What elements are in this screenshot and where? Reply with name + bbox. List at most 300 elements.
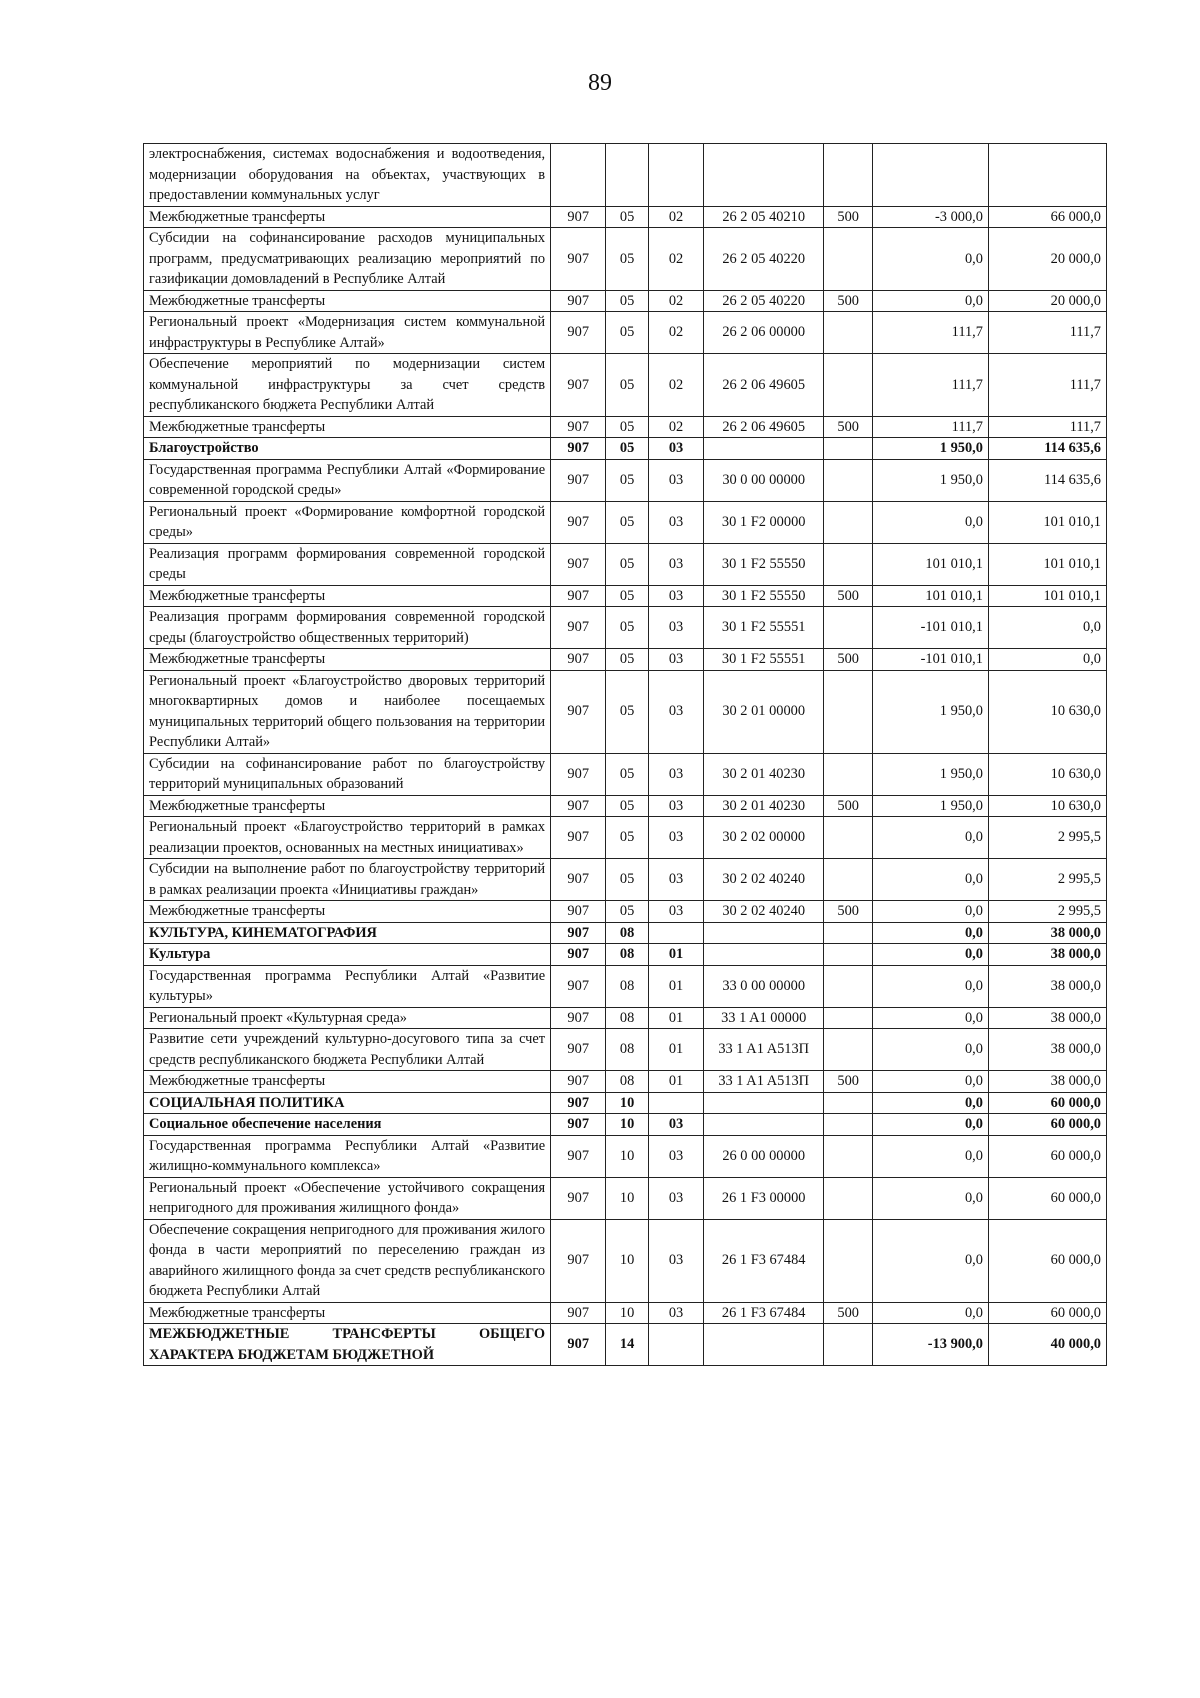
- amount-change: 101 010,1: [873, 543, 989, 585]
- row-name: Благоустройство: [144, 438, 551, 460]
- amount-change: 1 950,0: [873, 670, 989, 753]
- subsection-code: [648, 1092, 703, 1114]
- expense-type-code: 500: [824, 206, 873, 228]
- amount-total: 101 010,1: [988, 543, 1106, 585]
- amount-change: 111,7: [873, 416, 989, 438]
- subsection-code: 02: [648, 290, 703, 312]
- target-item-code: 30 2 02 40240: [704, 859, 824, 901]
- ministry-code: 907: [551, 312, 606, 354]
- expense-type-code: 500: [824, 290, 873, 312]
- target-item-code: 30 1 F2 55550: [704, 585, 824, 607]
- table-row: [144, 1007, 1107, 1029]
- row-name: Региональный проект «Культурная среда»: [144, 1007, 551, 1029]
- subsection-code: 03: [648, 649, 703, 671]
- amount-total: 2 995,5: [988, 859, 1106, 901]
- amount-total: 114 635,6: [988, 438, 1106, 460]
- amount-total: 60 000,0: [988, 1219, 1106, 1302]
- target-item-code: 30 1 F2 55550: [704, 543, 824, 585]
- target-item-code: [704, 1114, 824, 1136]
- expense-type-code: [824, 1177, 873, 1219]
- section-code: 08: [606, 1029, 649, 1071]
- amount-total: 111,7: [988, 416, 1106, 438]
- target-item-code: 33 1 A1 A513П: [704, 1071, 824, 1093]
- target-item-code: 33 0 00 00000: [704, 965, 824, 1007]
- row-name: Межбюджетные трансферты: [144, 1302, 551, 1324]
- amount-change: -13 900,0: [873, 1324, 989, 1366]
- amount-change: 0,0: [873, 859, 989, 901]
- table-row: [144, 312, 1107, 354]
- section-code: 10: [606, 1219, 649, 1302]
- amount-change: 0,0: [873, 817, 989, 859]
- expense-type-code: [824, 312, 873, 354]
- expense-type-code: [824, 859, 873, 901]
- amount-total: 10 630,0: [988, 753, 1106, 795]
- amount-total: 40 000,0: [988, 1324, 1106, 1366]
- amount-change: 0,0: [873, 944, 989, 966]
- target-item-code: 30 2 01 00000: [704, 670, 824, 753]
- amount-total: 38 000,0: [988, 922, 1106, 944]
- budget-table: [143, 143, 1107, 1366]
- table-row: [144, 228, 1107, 291]
- section-code: 08: [606, 944, 649, 966]
- expense-type-code: 500: [824, 585, 873, 607]
- row-name: Культура: [144, 944, 551, 966]
- section-code: 08: [606, 965, 649, 1007]
- table-row: [144, 607, 1107, 649]
- ministry-code: 907: [551, 670, 606, 753]
- row-name: Межбюджетные трансферты: [144, 416, 551, 438]
- row-name: Межбюджетные трансферты: [144, 1071, 551, 1093]
- amount-change: 0,0: [873, 1029, 989, 1071]
- row-name: Обеспечение сокращения непригодного для проживания жилого фонда в части мероприятий по переселению граждан из аварийного жилищного фонда за счет средств республиканского бюджета Республики Алтай: [144, 1219, 551, 1302]
- subsection-code: 03: [648, 1219, 703, 1302]
- ministry-code: 907: [551, 501, 606, 543]
- table-row: [144, 354, 1107, 417]
- section-code: 05: [606, 543, 649, 585]
- amount-total: 38 000,0: [988, 1007, 1106, 1029]
- subsection-code: 02: [648, 312, 703, 354]
- subsection-code: 03: [648, 459, 703, 501]
- target-item-code: 26 2 06 49605: [704, 354, 824, 417]
- amount-total: 60 000,0: [988, 1302, 1106, 1324]
- subsection-code: [648, 922, 703, 944]
- target-item-code: 26 2 06 00000: [704, 312, 824, 354]
- amount-total: [988, 144, 1106, 207]
- amount-change: 0,0: [873, 1219, 989, 1302]
- amount-total: 60 000,0: [988, 1114, 1106, 1136]
- section-code: 05: [606, 901, 649, 923]
- amount-total: 0,0: [988, 649, 1106, 671]
- amount-total: 20 000,0: [988, 228, 1106, 291]
- row-name: электроснабжения, системах водоснабжения и водоотведения, модернизации оборудования на объектах, участвующих в предоставлении коммунальных услуг: [144, 144, 551, 207]
- amount-total: 101 010,1: [988, 585, 1106, 607]
- row-name: Субсидии на выполнение работ по благоустройству территорий в рамках реализации проекта «Инициативы граждан»: [144, 859, 551, 901]
- target-item-code: [704, 1092, 824, 1114]
- expense-type-code: [824, 1135, 873, 1177]
- expense-type-code: 500: [824, 795, 873, 817]
- ministry-code: 907: [551, 649, 606, 671]
- amount-total: 111,7: [988, 354, 1106, 417]
- target-item-code: 26 2 05 40220: [704, 228, 824, 291]
- subsection-code: 02: [648, 206, 703, 228]
- section-code: 05: [606, 290, 649, 312]
- section-code: 05: [606, 670, 649, 753]
- amount-total: 60 000,0: [988, 1092, 1106, 1114]
- row-name: Региональный проект «Обеспечение устойчивого сокращения непригодного для проживания жилищного фонда»: [144, 1177, 551, 1219]
- expense-type-code: 500: [824, 901, 873, 923]
- table-row: [144, 859, 1107, 901]
- subsection-code: 03: [648, 1135, 703, 1177]
- table-row: [144, 922, 1107, 944]
- ministry-code: [551, 144, 606, 207]
- table-row: [144, 459, 1107, 501]
- section-code: 10: [606, 1177, 649, 1219]
- amount-total: 60 000,0: [988, 1135, 1106, 1177]
- subsection-code: 02: [648, 354, 703, 417]
- ministry-code: 907: [551, 1029, 606, 1071]
- ministry-code: 907: [551, 859, 606, 901]
- row-name: Государственная программа Республики Алтай «Развитие жилищно-коммунального комплекса»: [144, 1135, 551, 1177]
- ministry-code: 907: [551, 1302, 606, 1324]
- subsection-code: 03: [648, 543, 703, 585]
- amount-change: 0,0: [873, 1092, 989, 1114]
- table-row: [144, 1177, 1107, 1219]
- ministry-code: 907: [551, 1219, 606, 1302]
- expense-type-code: [824, 1092, 873, 1114]
- section-code: 10: [606, 1092, 649, 1114]
- amount-total: 38 000,0: [988, 1029, 1106, 1071]
- expense-type-code: [824, 501, 873, 543]
- expense-type-code: 500: [824, 416, 873, 438]
- ministry-code: 907: [551, 1135, 606, 1177]
- target-item-code: [704, 438, 824, 460]
- amount-total: 2 995,5: [988, 901, 1106, 923]
- target-item-code: [704, 944, 824, 966]
- subsection-code: 03: [648, 1177, 703, 1219]
- section-code: 10: [606, 1114, 649, 1136]
- ministry-code: 907: [551, 965, 606, 1007]
- amount-change: 101 010,1: [873, 585, 989, 607]
- row-name: Межбюджетные трансферты: [144, 795, 551, 817]
- row-name: Межбюджетные трансферты: [144, 206, 551, 228]
- subsection-code: 03: [648, 438, 703, 460]
- ministry-code: 907: [551, 354, 606, 417]
- row-name: Обеспечение мероприятий по модернизации систем коммунальной инфраструктуры за счет средств республиканского бюджета Республики Алтай: [144, 354, 551, 417]
- expense-type-code: [824, 1029, 873, 1071]
- subsection-code: 02: [648, 228, 703, 291]
- table-row: [144, 290, 1107, 312]
- section-code: 05: [606, 206, 649, 228]
- section-code: 10: [606, 1135, 649, 1177]
- table-body: [144, 144, 1107, 1366]
- row-name: Реализация программ формирования современной городской среды: [144, 543, 551, 585]
- amount-change: 1 950,0: [873, 459, 989, 501]
- subsection-code: 03: [648, 817, 703, 859]
- table-row: [144, 1092, 1107, 1114]
- table-row: [144, 1071, 1107, 1093]
- subsection-code: 03: [648, 585, 703, 607]
- target-item-code: [704, 144, 824, 207]
- row-name: Государственная программа Республики Алтай «Развитие культуры»: [144, 965, 551, 1007]
- target-item-code: [704, 922, 824, 944]
- subsection-code: 01: [648, 1071, 703, 1093]
- target-item-code: 26 0 00 00000: [704, 1135, 824, 1177]
- amount-change: -101 010,1: [873, 607, 989, 649]
- section-code: 05: [606, 817, 649, 859]
- amount-total: 20 000,0: [988, 290, 1106, 312]
- section-code: 05: [606, 795, 649, 817]
- row-name: Реализация программ формирования современной городской среды (благоустройство общественных территорий): [144, 607, 551, 649]
- section-code: 14: [606, 1324, 649, 1366]
- target-item-code: 30 0 00 00000: [704, 459, 824, 501]
- target-item-code: 30 1 F2 55551: [704, 607, 824, 649]
- row-name: Социальное обеспечение населения: [144, 1114, 551, 1136]
- amount-change: 1 950,0: [873, 438, 989, 460]
- ministry-code: 907: [551, 944, 606, 966]
- ministry-code: 907: [551, 1071, 606, 1093]
- expense-type-code: [824, 607, 873, 649]
- target-item-code: 30 2 02 00000: [704, 817, 824, 859]
- row-name: Региональный проект «Модернизация систем коммунальной инфраструктуры в Республике Алтай»: [144, 312, 551, 354]
- target-item-code: 33 1 A1 00000: [704, 1007, 824, 1029]
- table-row: [144, 670, 1107, 753]
- amount-change: -101 010,1: [873, 649, 989, 671]
- amount-change: 0,0: [873, 901, 989, 923]
- subsection-code: 03: [648, 1302, 703, 1324]
- amount-change: -3 000,0: [873, 206, 989, 228]
- ministry-code: 907: [551, 585, 606, 607]
- subsection-code: 01: [648, 1029, 703, 1071]
- table-row: [144, 817, 1107, 859]
- target-item-code: 26 1 F3 00000: [704, 1177, 824, 1219]
- ministry-code: 907: [551, 1324, 606, 1366]
- subsection-code: [648, 1324, 703, 1366]
- amount-total: 0,0: [988, 607, 1106, 649]
- table-row: [144, 965, 1107, 1007]
- row-name: Государственная программа Республики Алтай «Формирование современной городской среды»: [144, 459, 551, 501]
- expense-type-code: [824, 144, 873, 207]
- expense-type-code: [824, 965, 873, 1007]
- target-item-code: 26 2 05 40210: [704, 206, 824, 228]
- ministry-code: 907: [551, 1114, 606, 1136]
- amount-total: 38 000,0: [988, 1071, 1106, 1093]
- section-code: 05: [606, 228, 649, 291]
- subsection-code: [648, 144, 703, 207]
- section-code: 05: [606, 416, 649, 438]
- subsection-code: 01: [648, 1007, 703, 1029]
- row-name: Региональный проект «Благоустройство дворовых территорий многоквартирных домов и наиболее посещаемых муниципальных территорий общего пользования на территории Республики Алтай»: [144, 670, 551, 753]
- subsection-code: 03: [648, 501, 703, 543]
- row-name: Развитие сети учреждений культурно-досугового типа за счет средств республиканского бюджета Республики Алтай: [144, 1029, 551, 1071]
- amount-total: 10 630,0: [988, 795, 1106, 817]
- amount-change: [873, 144, 989, 207]
- target-item-code: 26 1 F3 67484: [704, 1302, 824, 1324]
- expense-type-code: [824, 670, 873, 753]
- row-name: Субсидии на софинансирование расходов муниципальных программ, предусматривающих реализацию мероприятий по газификации домовладений в Республике Алтай: [144, 228, 551, 291]
- table-row: [144, 144, 1107, 207]
- target-item-code: 33 1 A1 A513П: [704, 1029, 824, 1071]
- row-name: Межбюджетные трансферты: [144, 290, 551, 312]
- table-row: [144, 1135, 1107, 1177]
- table-row: [144, 1324, 1107, 1366]
- amount-total: 38 000,0: [988, 965, 1106, 1007]
- expense-type-code: 500: [824, 649, 873, 671]
- target-item-code: 30 1 F2 55551: [704, 649, 824, 671]
- ministry-code: 907: [551, 753, 606, 795]
- table-row: [144, 416, 1107, 438]
- amount-total: 38 000,0: [988, 944, 1106, 966]
- subsection-code: 03: [648, 901, 703, 923]
- target-item-code: 26 2 05 40220: [704, 290, 824, 312]
- section-code: 10: [606, 1302, 649, 1324]
- section-code: 05: [606, 607, 649, 649]
- subsection-code: 03: [648, 1114, 703, 1136]
- section-code: 05: [606, 859, 649, 901]
- section-code: 08: [606, 1071, 649, 1093]
- amount-total: 66 000,0: [988, 206, 1106, 228]
- amount-change: 111,7: [873, 312, 989, 354]
- amount-change: 0,0: [873, 1114, 989, 1136]
- subsection-code: 03: [648, 795, 703, 817]
- ministry-code: 907: [551, 1092, 606, 1114]
- section-code: 05: [606, 459, 649, 501]
- amount-change: 0,0: [873, 965, 989, 1007]
- section-code: [606, 144, 649, 207]
- ministry-code: 907: [551, 290, 606, 312]
- subsection-code: 03: [648, 670, 703, 753]
- ministry-code: 907: [551, 922, 606, 944]
- ministry-code: 907: [551, 416, 606, 438]
- target-item-code: [704, 1324, 824, 1366]
- section-code: 05: [606, 585, 649, 607]
- row-name: СОЦИАЛЬНАЯ ПОЛИТИКА: [144, 1092, 551, 1114]
- subsection-code: 03: [648, 607, 703, 649]
- section-code: 05: [606, 649, 649, 671]
- amount-change: 0,0: [873, 922, 989, 944]
- expense-type-code: [824, 543, 873, 585]
- row-name: Региональный проект «Формирование комфортной городской среды»: [144, 501, 551, 543]
- amount-total: 114 635,6: [988, 459, 1106, 501]
- subsection-code: 01: [648, 944, 703, 966]
- row-name: Региональный проект «Благоустройство территорий в рамках реализации проектов, основанных на местных инициативах»: [144, 817, 551, 859]
- row-name: Межбюджетные трансферты: [144, 649, 551, 671]
- table-row: [144, 501, 1107, 543]
- target-item-code: 26 2 06 49605: [704, 416, 824, 438]
- section-code: 05: [606, 753, 649, 795]
- section-code: 05: [606, 501, 649, 543]
- ministry-code: 907: [551, 206, 606, 228]
- table-row: [144, 901, 1107, 923]
- subsection-code: 02: [648, 416, 703, 438]
- amount-total: 10 630,0: [988, 670, 1106, 753]
- page-number: 89: [588, 70, 612, 96]
- amount-change: 0,0: [873, 1302, 989, 1324]
- ministry-code: 907: [551, 901, 606, 923]
- amount-change: 1 950,0: [873, 795, 989, 817]
- ministry-code: 907: [551, 543, 606, 585]
- expense-type-code: [824, 354, 873, 417]
- amount-change: 0,0: [873, 290, 989, 312]
- table-row: [144, 649, 1107, 671]
- row-name: Межбюджетные трансферты: [144, 585, 551, 607]
- row-name: Межбюджетные трансферты: [144, 901, 551, 923]
- ministry-code: 907: [551, 1177, 606, 1219]
- ministry-code: 907: [551, 1007, 606, 1029]
- amount-change: 0,0: [873, 1177, 989, 1219]
- ministry-code: 907: [551, 438, 606, 460]
- table-row: [144, 1029, 1107, 1071]
- expense-type-code: [824, 753, 873, 795]
- table-row: [144, 753, 1107, 795]
- row-name: МЕЖБЮДЖЕТНЫЕ ТРАНСФЕРТЫ ОБЩЕГО ХАРАКТЕРА БЮДЖЕТАМ БЮДЖЕТНОЙ: [144, 1324, 551, 1366]
- target-item-code: 30 2 02 40240: [704, 901, 824, 923]
- target-item-code: 26 1 F3 67484: [704, 1219, 824, 1302]
- ministry-code: 907: [551, 817, 606, 859]
- expense-type-code: 500: [824, 1302, 873, 1324]
- amount-change: 0,0: [873, 1071, 989, 1093]
- amount-change: 0,0: [873, 228, 989, 291]
- amount-total: 111,7: [988, 312, 1106, 354]
- target-item-code: 30 2 01 40230: [704, 795, 824, 817]
- amount-total: 101 010,1: [988, 501, 1106, 543]
- expense-type-code: [824, 1324, 873, 1366]
- expense-type-code: [824, 922, 873, 944]
- expense-type-code: [824, 817, 873, 859]
- amount-change: 0,0: [873, 1135, 989, 1177]
- expense-type-code: 500: [824, 1071, 873, 1093]
- section-code: 08: [606, 1007, 649, 1029]
- ministry-code: 907: [551, 459, 606, 501]
- table-row: [144, 1219, 1107, 1302]
- table-row: [144, 944, 1107, 966]
- ministry-code: 907: [551, 795, 606, 817]
- amount-change: 1 950,0: [873, 753, 989, 795]
- expense-type-code: [824, 1114, 873, 1136]
- target-item-code: 30 2 01 40230: [704, 753, 824, 795]
- section-code: 05: [606, 312, 649, 354]
- table-row: [144, 1114, 1107, 1136]
- row-name: КУЛЬТУРА, КИНЕМАТОГРАФИЯ: [144, 922, 551, 944]
- row-name: Субсидии на софинансирование работ по благоустройству территорий муниципальных образований: [144, 753, 551, 795]
- amount-change: 0,0: [873, 1007, 989, 1029]
- subsection-code: 03: [648, 753, 703, 795]
- target-item-code: 30 1 F2 00000: [704, 501, 824, 543]
- amount-total: 2 995,5: [988, 817, 1106, 859]
- amount-change: 111,7: [873, 354, 989, 417]
- table-row: [144, 795, 1107, 817]
- expense-type-code: [824, 228, 873, 291]
- amount-change: 0,0: [873, 501, 989, 543]
- section-code: 05: [606, 354, 649, 417]
- expense-type-code: [824, 944, 873, 966]
- section-code: 08: [606, 922, 649, 944]
- table-row: [144, 438, 1107, 460]
- ministry-code: 907: [551, 228, 606, 291]
- ministry-code: 907: [551, 607, 606, 649]
- subsection-code: 01: [648, 965, 703, 1007]
- amount-total: 60 000,0: [988, 1177, 1106, 1219]
- table-row: [144, 585, 1107, 607]
- expense-type-code: [824, 1219, 873, 1302]
- expense-type-code: [824, 459, 873, 501]
- expense-type-code: [824, 1007, 873, 1029]
- expense-type-code: [824, 438, 873, 460]
- section-code: 05: [606, 438, 649, 460]
- table-row: [144, 206, 1107, 228]
- subsection-code: 03: [648, 859, 703, 901]
- table-row: [144, 1302, 1107, 1324]
- table-row: [144, 543, 1107, 585]
